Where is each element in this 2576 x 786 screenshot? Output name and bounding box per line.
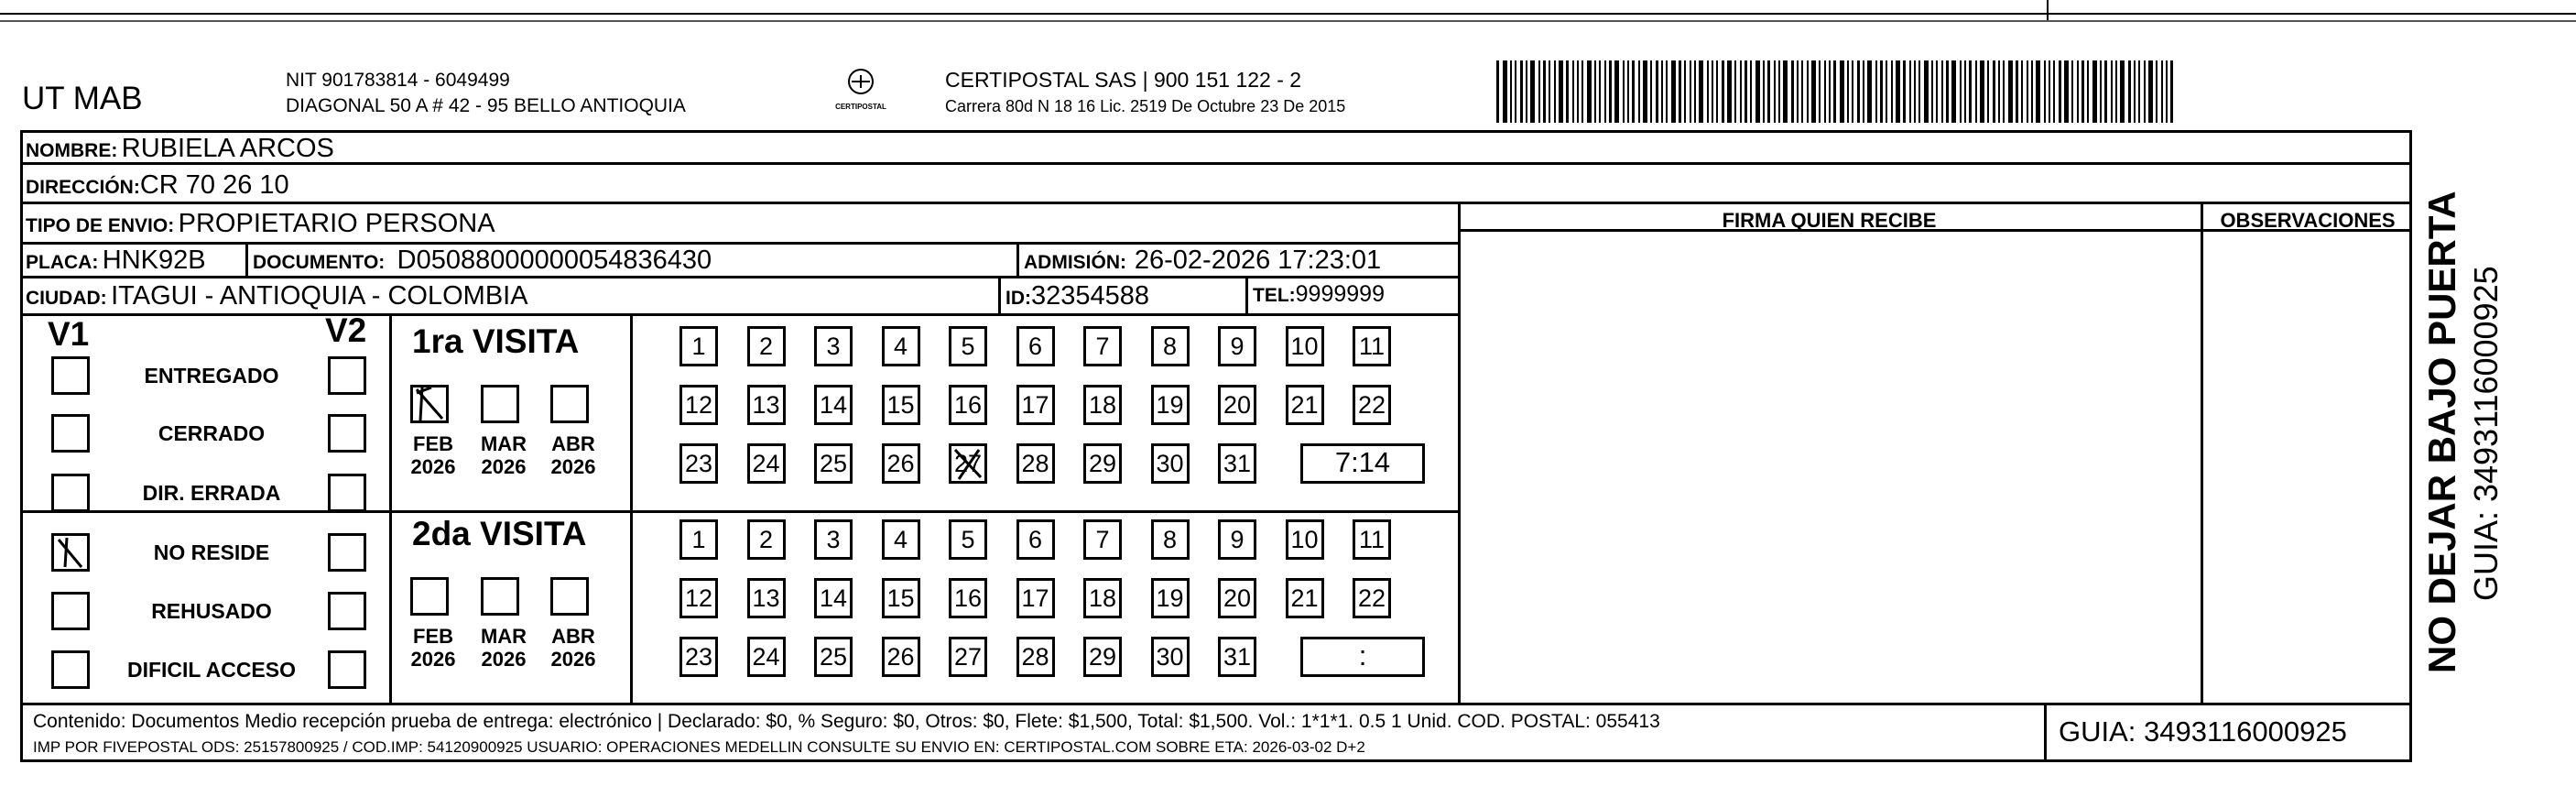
col-line: [1245, 276, 1248, 313]
status-label: CERRADO: [158, 421, 266, 445]
status-label: ENTREGADO: [144, 364, 279, 388]
side-warning: NO DEJAR BAJO PUERTA: [2420, 191, 2463, 673]
day-box[interactable]: 28: [1016, 637, 1055, 677]
col-line: [245, 242, 248, 277]
day-box[interactable]: 11: [1353, 326, 1391, 366]
ciudad-field: CIUDAD: ITAGUI - ANTIOQUIA - COLOMBIA: [26, 281, 528, 311]
day-box[interactable]: 22: [1353, 385, 1391, 425]
day-box[interactable]: 27: [949, 637, 987, 677]
v1-checkbox[interactable]: [51, 414, 90, 453]
v2-checkbox[interactable]: [328, 533, 366, 572]
day-box[interactable]: 23: [679, 637, 718, 677]
v2-checkbox[interactable]: [328, 592, 366, 630]
nombre-row: NOMBRE: RUBIELA ARCOS: [26, 134, 334, 163]
sender-name: UT MAB: [22, 81, 143, 116]
day-box[interactable]: 15: [882, 385, 920, 425]
day-box[interactable]: 30: [1151, 637, 1190, 677]
ciudad-value: ITAGUI - ANTIOQUIA - COLOMBIA: [111, 281, 528, 311]
v1-checkbox[interactable]: [51, 592, 90, 630]
day-box[interactable]: 12: [679, 385, 718, 425]
day-box[interactable]: 4: [882, 326, 920, 366]
top-cut-line: [0, 13, 2576, 15]
day-box[interactable]: 2: [747, 326, 786, 366]
first-visit-title: 1ra VISITA: [412, 322, 580, 360]
row-line: [20, 313, 1458, 316]
documento-value: D05088000000054836430: [397, 246, 712, 275]
day-box[interactable]: 15: [882, 578, 920, 618]
footer-content: Contenido: Documentos Medio recepción prueba de entrega: electrónico | Declarado: $0, % Seguro: $0, Otros: $0, Flete: $1,500, Total: $1,500. Vol.: 1*1*1. 0.5 1 Unid. COD. POSTAL: 055413: [33, 711, 1660, 732]
day-box[interactable]: 1: [679, 519, 718, 560]
row-line: [20, 703, 2412, 705]
time-box[interactable]: 7:14: [1300, 443, 1425, 484]
day-box[interactable]: 26: [882, 637, 920, 677]
day-box[interactable]: 1: [679, 326, 718, 366]
v2-checkbox[interactable]: [328, 414, 366, 453]
month-checkbox[interactable]: [550, 577, 589, 616]
row-line: [20, 242, 1458, 245]
tipo-value: PROPIETARIO PERSONA: [178, 209, 495, 238]
day-box[interactable]: 18: [1083, 385, 1122, 425]
day-box[interactable]: 18: [1083, 578, 1122, 618]
top-cut-line-2: [0, 20, 2576, 22]
id-value: 32354588: [1031, 281, 1150, 311]
day-box[interactable]: 5: [949, 519, 987, 560]
day-box[interactable]: 20: [1218, 578, 1256, 618]
placa-value: HNK92B: [102, 246, 206, 275]
day-box[interactable]: 5: [949, 326, 987, 366]
day-box[interactable]: 6: [1016, 326, 1055, 366]
row-line: [20, 202, 2412, 204]
day-box[interactable]: 23: [679, 443, 718, 484]
day-box[interactable]: 8: [1151, 519, 1190, 560]
month-checkbox[interactable]: [410, 385, 449, 423]
footer-print-info: IMP POR FIVEPOSTAL ODS: 25157800925 / COD.IMP: 54120900925 USUARIO: OPERACIONES MEDELLIN CONSULTE SU ENVIO EN: CERTIPOSTAL.COM SOBRE ETA: 2026-03-02 D+2: [33, 738, 1365, 756]
day-box[interactable]: 31: [1218, 637, 1256, 677]
day-box[interactable]: 12: [679, 578, 718, 618]
day-box[interactable]: 9: [1218, 326, 1256, 366]
status-label: REHUSADO: [151, 599, 272, 623]
day-box[interactable]: 7: [1083, 326, 1122, 366]
month-label: MAR 2026: [480, 625, 527, 671]
status-label: DIR. ERRADA: [142, 481, 281, 505]
row-line: [20, 162, 2412, 165]
v1-header: V1: [48, 315, 90, 353]
month-label: ABR 2026: [550, 625, 596, 671]
v1-checkbox[interactable]: [51, 356, 90, 395]
day-box[interactable]: 27: [949, 443, 987, 484]
v1-checkbox[interactable]: [51, 533, 90, 572]
day-box[interactable]: 11: [1353, 519, 1391, 560]
status-label: NO RESIDE: [153, 540, 270, 564]
day-box[interactable]: 19: [1151, 578, 1190, 618]
direccion-value: CR 70 26 10: [139, 170, 289, 200]
certipostal-logo: CERTIPOSTAL: [824, 68, 897, 111]
day-box[interactable]: 24: [747, 637, 786, 677]
day-box[interactable]: 20: [1218, 385, 1256, 425]
day-box[interactable]: 13: [747, 578, 786, 618]
v2-checkbox[interactable]: [328, 650, 366, 689]
v2-checkbox[interactable]: [328, 356, 366, 395]
col-line: [389, 313, 392, 703]
month-checkbox[interactable]: [481, 577, 519, 616]
v2-checkbox[interactable]: [328, 474, 366, 512]
direccion-row: DIRECCIÓN:CR 70 26 10: [26, 170, 289, 200]
day-box[interactable]: 29: [1083, 443, 1122, 484]
day-box[interactable]: 4: [882, 519, 920, 560]
day-box[interactable]: 24: [747, 443, 786, 484]
v1-checkbox[interactable]: [51, 650, 90, 689]
placa-field: PLACA: HNK92B: [26, 246, 206, 275]
day-box[interactable]: 16: [949, 578, 987, 618]
documento-field: DOCUMENTO: D05088000000054836430: [253, 246, 712, 275]
day-box[interactable]: 6: [1016, 519, 1055, 560]
day-box[interactable]: 28: [1016, 443, 1055, 484]
month-checkbox[interactable]: [410, 577, 449, 616]
observaciones-header: OBSERVACIONES: [2220, 209, 2396, 232]
v1-checkbox[interactable]: [51, 474, 90, 512]
status-label: DIFICIL ACCESO: [126, 658, 296, 682]
day-box[interactable]: 10: [1286, 326, 1324, 366]
day-box[interactable]: 14: [814, 385, 853, 425]
day-box[interactable]: 3: [814, 519, 853, 560]
day-box[interactable]: 13: [747, 385, 786, 425]
col-line: [630, 313, 633, 703]
nombre-value: RUBIELA ARCOS: [121, 134, 334, 163]
day-box[interactable]: 17: [1016, 578, 1055, 618]
day-box[interactable]: 25: [814, 637, 853, 677]
day-box[interactable]: 21: [1286, 385, 1324, 425]
v2-header: V2: [325, 311, 367, 349]
day-box[interactable]: 26: [882, 443, 920, 484]
day-box[interactable]: 30: [1151, 443, 1190, 484]
id-field: ID:32354588: [1005, 281, 1150, 311]
day-box[interactable]: 21: [1286, 578, 1324, 618]
col-line: [1458, 202, 1461, 703]
day-box[interactable]: 7: [1083, 519, 1122, 560]
day-box[interactable]: 19: [1151, 385, 1190, 425]
day-box[interactable]: 2: [747, 519, 786, 560]
month-label: FEB 2026: [410, 625, 456, 671]
row-line: [20, 510, 1458, 513]
second-visit-title: 2da VISITA: [412, 515, 587, 552]
day-box[interactable]: 22: [1353, 578, 1391, 618]
month-checkbox[interactable]: [481, 385, 519, 423]
month-checkbox[interactable]: [550, 385, 589, 423]
col-line: [1016, 242, 1019, 277]
admision-field: ADMISIÓN: 26-02-2026 17:23:01: [1024, 246, 1382, 275]
day-box[interactable]: 31: [1218, 443, 1256, 484]
top-tick: [2047, 0, 2049, 20]
month-label: ABR 2026: [550, 432, 596, 478]
day-box[interactable]: 25: [814, 443, 853, 484]
tel-field: TEL:9999999: [1253, 281, 1385, 307]
col-line: [998, 276, 1001, 313]
day-box[interactable]: 29: [1083, 637, 1122, 677]
col-line: [2044, 703, 2047, 762]
day-box[interactable]: 14: [814, 578, 853, 618]
footer-guia: GUIA: 3493116000925: [2059, 715, 2347, 748]
company-name: CERTIPOSTAL SAS | 900 151 122 - 2: [945, 68, 1302, 92]
day-box[interactable]: 9: [1218, 519, 1256, 560]
firma-header: FIRMA QUIEN RECIBE: [1722, 209, 1937, 232]
month-label: FEB 2026: [410, 432, 456, 478]
sender-address: DIAGONAL 50 A # 42 - 95 BELLO ANTIOQUIA: [286, 95, 686, 116]
tipo-row: TIPO DE ENVIO: PROPIETARIO PERSONA: [26, 209, 495, 238]
tel-value: 9999999: [1295, 281, 1385, 307]
barcode: [1496, 60, 2179, 123]
day-box[interactable]: 17: [1016, 385, 1055, 425]
col-line: [2201, 202, 2203, 703]
day-box[interactable]: 8: [1151, 326, 1190, 366]
time-box[interactable]: :: [1300, 637, 1425, 677]
company-license: Carrera 80d N 18 16 Lic. 2519 De Octubre 23 De 2015: [945, 97, 1346, 115]
admision-value: 26-02-2026 17:23:01: [1134, 246, 1382, 275]
row-line: [20, 276, 1458, 278]
side-guia: GUIA: 3493116000925: [2467, 266, 2505, 601]
month-label: MAR 2026: [480, 432, 527, 478]
day-box[interactable]: 3: [814, 326, 853, 366]
day-box[interactable]: 10: [1286, 519, 1324, 560]
sender-nit: NIT 901783814 - 6049499: [286, 70, 510, 91]
day-box[interactable]: 16: [949, 385, 987, 425]
